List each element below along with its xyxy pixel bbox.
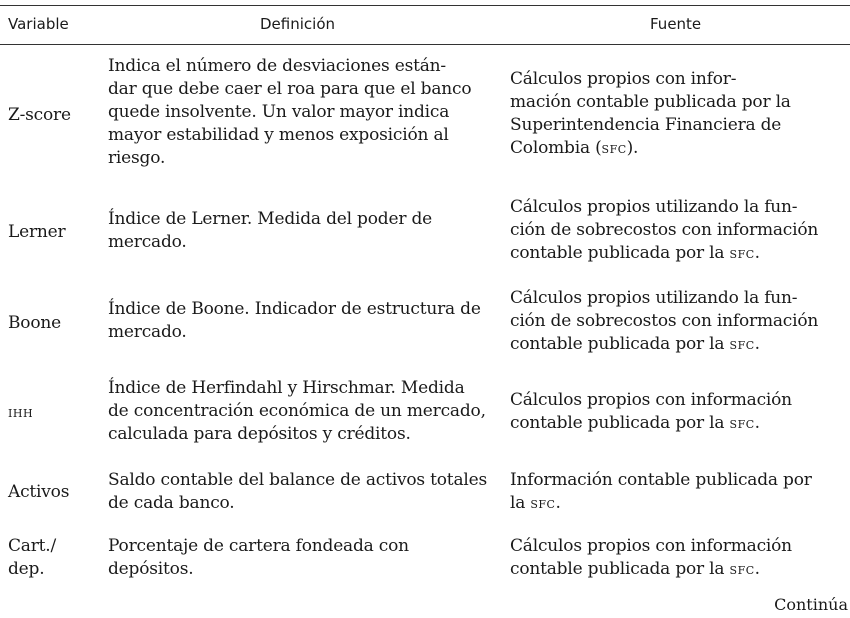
header-definicion: Definición — [260, 15, 335, 33]
cell-fuente — [510, 196, 846, 265]
text-line: mercado. — [108, 232, 187, 252]
text-line: riesgo. — [108, 148, 166, 168]
text-line: dar que debe caer el roa para que el banco — [108, 79, 472, 99]
acronym: sfc — [729, 335, 755, 353]
text-line: Activos — [8, 482, 70, 502]
text-line: de cada banco. — [108, 493, 235, 513]
text-line: la sfc. — [510, 493, 561, 513]
text-line: contable publicada por la sfc. — [510, 413, 760, 433]
cell-definicion — [108, 298, 498, 344]
text-line: ción de sobrecostos con información — [510, 311, 819, 331]
text-line: Información contable publicada por — [510, 470, 812, 490]
text-line: Índice de Herfindahl y Hirschmar. Medida — [108, 378, 465, 398]
text-line: mercado. — [108, 322, 187, 342]
cell-variable — [8, 401, 98, 424]
text-line: Cálculos propios con información — [510, 390, 792, 410]
text-line: calculada para depósitos y créditos. — [108, 424, 411, 444]
text-line: Z-score — [8, 105, 71, 125]
cell-definicion — [108, 535, 498, 581]
header-fuente: Fuente — [650, 15, 702, 33]
cell-variable — [8, 312, 98, 335]
text-line: contable publicada por la sfc. — [510, 334, 760, 354]
text-line: Saldo contable del balance de activos totales — [108, 470, 487, 490]
text-line: contable publicada por la sfc. — [510, 559, 760, 579]
cell-fuente — [510, 68, 846, 160]
text-line: Cálculos propios utilizando la fun- — [510, 288, 798, 308]
cell-variable — [8, 535, 98, 581]
acronym: sfc — [729, 244, 755, 262]
text-line: Superintendencia Financiera de — [510, 115, 782, 135]
text-line: Índice de Boone. Indicador de estructura de — [108, 299, 481, 319]
cell-definicion — [108, 55, 498, 170]
cell-variable — [8, 104, 98, 127]
cell-definicion — [108, 208, 498, 254]
text-line: mayor estabilidad y menos exposición al — [108, 125, 449, 145]
header-rule — [0, 44, 850, 45]
text-line: quede insolvente. Un valor mayor indica — [108, 102, 450, 122]
top-rule — [0, 5, 850, 6]
text-line: Lerner — [8, 222, 66, 242]
text-line: Indica el número de desviaciones están- — [108, 56, 446, 76]
text-line: Cálculos propios utilizando la fun- — [510, 197, 798, 217]
text-line: contable publicada por la sfc. — [510, 243, 760, 263]
acronym: sfc — [601, 139, 627, 157]
text-line: Porcentaje de cartera fondeada con — [108, 536, 409, 556]
header-variable: Variable — [8, 15, 69, 33]
text-line: de concentración económica de un mercado, — [108, 401, 486, 421]
text-line: Colombia (sfc). — [510, 138, 639, 158]
text-line: Cálculos propios con infor- — [510, 69, 737, 89]
cell-variable — [8, 481, 98, 504]
acronym: sfc — [729, 414, 755, 432]
text-line: mación contable publicada por la — [510, 92, 791, 112]
text-line: ción de sobrecostos con información — [510, 220, 819, 240]
cell-fuente — [510, 287, 846, 356]
cell-variable — [8, 221, 98, 244]
text-line — [8, 401, 98, 424]
text-line: Cart./ — [8, 536, 57, 556]
acronym: ihh — [8, 403, 34, 421]
cell-fuente — [510, 389, 846, 435]
cell-definicion — [108, 377, 498, 446]
text-line: Cálculos propios con información — [510, 536, 792, 556]
text-line: depósitos. — [108, 559, 194, 579]
cell-fuente — [510, 535, 846, 581]
text-line: Índice de Lerner. Medida del poder de — [108, 209, 432, 229]
cell-definicion — [108, 469, 498, 515]
acronym: sfc — [729, 560, 755, 578]
cell-fuente — [510, 469, 846, 515]
text-line: dep. — [8, 559, 45, 579]
text-line: Boone — [8, 313, 61, 333]
continues-label: Continúa — [774, 595, 848, 614]
acronym: sfc — [530, 494, 556, 512]
